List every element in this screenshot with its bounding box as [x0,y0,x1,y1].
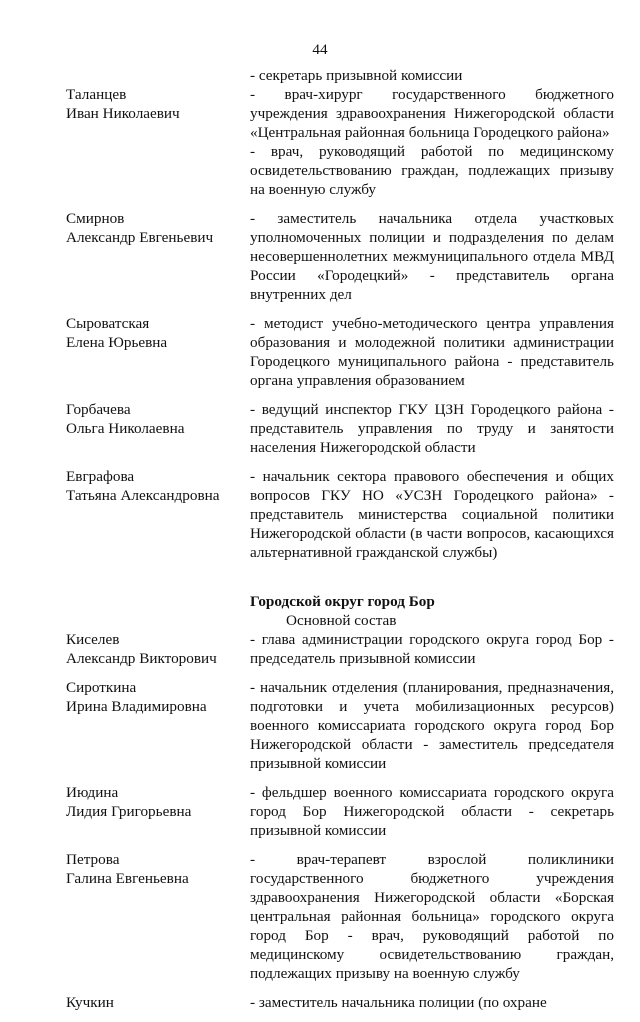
member-role [250,783,614,840]
commission-members-gorodets [66,85,614,562]
member-name [66,209,250,304]
member-surname: Киселев [66,631,120,648]
role-paragraph: - начальник сектора правового обеспечения и общих вопросов ГКУ НО «УСЗН Городецкого района» - представитель министерства социальной политики Нижегородской области (в части вопросов, касающихся альтернативной гражданской службы) [250,468,614,561]
section-heading [250,592,614,630]
member-role [250,993,614,1012]
role-paragraph: - заместитель начальника полиции (по охране [250,994,547,1011]
member-name [66,630,250,668]
member-given-names: Ирина Владимировна [66,698,207,715]
member-name [66,400,250,457]
member-given-names: Галина Евгеньевна [66,870,189,887]
role-paragraph: - заместитель начальника отдела участковых уполномоченных полиции и подразделения по делам несовершеннолетних межмуниципального отдела МВД России «Городецкий» - представитель органа внутренних дел [250,210,614,303]
member-name [66,467,250,562]
member-role [250,678,614,773]
section-spacer [66,572,614,592]
member-surname: Евграфова [66,468,135,485]
member-role [250,467,614,562]
role-paragraph: - врач-хирург государственного бюджетного учреждения здравоохранения Нижегородской области «Центральная районная больница Городецкого района» [250,86,614,141]
member-surname: Петрова [66,851,120,868]
commission-members-bor [66,630,614,1012]
member-name [66,850,250,983]
member-role [250,630,614,668]
member-surname: Горбачева [66,401,131,418]
member-entry [66,630,614,668]
role-paragraph: - фельдшер военного комиссариата городского округа город Бор Нижегородской области - секретарь призывной комиссии [250,784,614,839]
member-entry [66,678,614,773]
member-entry [66,783,614,840]
role-paragraph: - врач-терапевт взрослой поликлиники государственного бюджетного учреждения здравоохранения Нижегородской области «Борская центральная районная больница» городского округа город Бор - врач, руководящий работой по медицинскому освидетельствованию граждан, подлежащих призыву на военную службу [250,851,614,982]
member-name [66,993,250,1012]
member-given-names: Ольга Николаевна [66,420,185,437]
member-given-names: Иван Николаевич [66,105,180,122]
member-entry [66,993,614,1012]
lead-entry [66,66,614,85]
member-given-names: Александр Евгеньевич [66,229,214,246]
member-given-names: Лидия Григорьевна [66,803,192,820]
member-surname: Июдина [66,784,119,801]
member-surname: Сыроватская [66,315,150,332]
member-entry [66,85,614,199]
member-given-names: Александр Викторович [66,650,217,667]
document-body [66,66,614,1022]
member-entry [66,400,614,457]
member-name [66,85,250,199]
member-role [250,400,614,457]
member-name [66,678,250,773]
member-surname: Таланцев [66,86,127,103]
role-paragraph: - ведущий инспектор ГКУ ЦЗН Городецкого района - представитель управления по труду и занятости населения Нижегородской области [250,401,614,456]
member-role [250,850,614,983]
section-subtitle: Основной состав [286,612,397,629]
entry-description [250,66,614,85]
role-paragraph: - методист учебно-методического центра управления образования и молодежной политики администрации Городецкого муниципального района - представитель органа управления образованием [250,315,614,389]
member-name [66,783,250,840]
name-column [66,66,250,85]
member-role [250,314,614,390]
member-surname: Сироткина [66,679,137,696]
member-role [250,209,614,304]
member-entry [66,314,614,390]
member-role [250,85,614,199]
member-given-names: Татьяна Александровна [66,487,220,504]
member-name [66,314,250,390]
member-entry [66,209,614,304]
role-paragraph: - врач, руководящий работой по медицинскому освидетельствованию граждан, подлежащих призыву на военную службу [250,143,614,198]
member-surname: Смирнов [66,210,125,227]
section-title: Городской округ город Бор [250,593,435,610]
member-entry [66,467,614,562]
role-paragraph: - начальник отделения (планирования, предназначения, подготовки и учета мобилизационных ресурсов) военного комиссариата городского округа город Бор Нижегородской области - заместитель председателя призывной комиссии [250,679,614,772]
role-paragraph: - глава администрации городского округа город Бор - председатель призывной комиссии [250,631,614,667]
page-number: 44 [312,41,328,58]
lead-line: - секретарь призывной комиссии [250,67,463,84]
member-surname: Кучкин [66,994,114,1011]
member-entry [66,850,614,983]
member-given-names: Елена Юрьевна [66,334,168,351]
